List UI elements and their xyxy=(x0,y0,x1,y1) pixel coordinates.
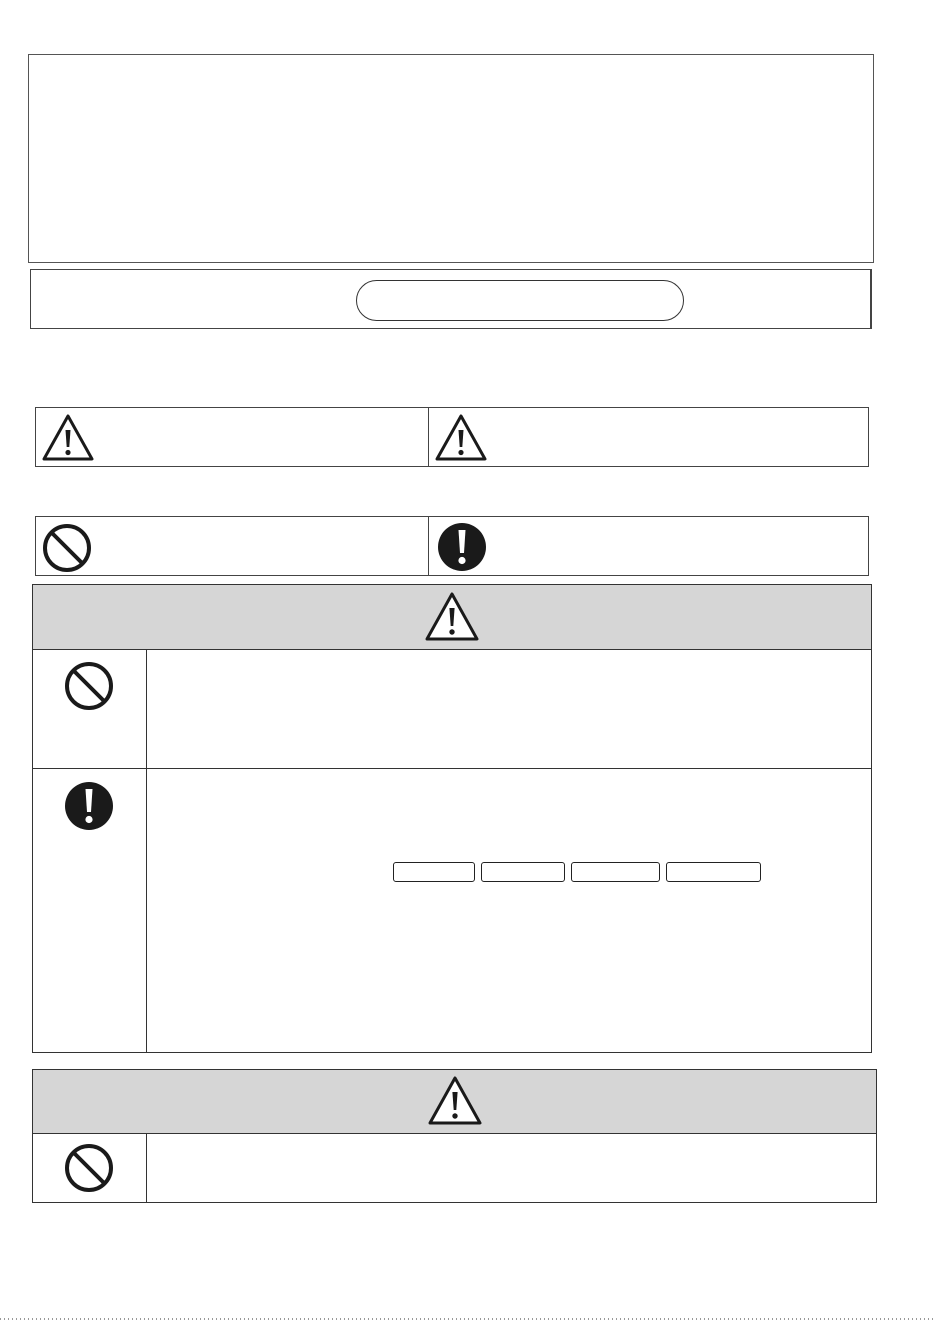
prohibition-circle-icon xyxy=(63,660,115,712)
warning-mandatory-row xyxy=(33,768,871,1053)
legend-row-hazard xyxy=(35,407,869,467)
key-4 xyxy=(666,862,761,882)
key-1 xyxy=(393,862,475,882)
caution-header xyxy=(33,1070,876,1134)
intro-box xyxy=(28,54,874,263)
caution-prohibition-row xyxy=(33,1133,876,1202)
title-pill xyxy=(356,280,684,321)
mandatory-exclamation-icon xyxy=(63,780,115,832)
icon-column xyxy=(33,649,147,768)
warning-triangle-icon xyxy=(424,591,480,643)
warning-triangle-icon xyxy=(434,413,488,463)
key-2 xyxy=(481,862,565,882)
legend-row-action xyxy=(35,516,869,576)
legend-warning xyxy=(36,408,429,466)
legend-caution xyxy=(428,408,868,466)
icon-column xyxy=(33,1133,147,1202)
page-edge-divider xyxy=(0,1318,933,1320)
key-sequence xyxy=(393,862,763,882)
prohibition-circle-icon xyxy=(41,522,93,574)
legend-mandatory xyxy=(428,517,868,575)
warning-triangle-icon xyxy=(427,1075,483,1127)
legend-prohibited xyxy=(36,517,429,575)
icon-column xyxy=(33,769,147,1053)
key-3 xyxy=(571,862,660,882)
caution-section xyxy=(32,1069,877,1203)
warning-prohibition-row xyxy=(33,649,871,768)
warning-header xyxy=(33,585,871,650)
warning-section xyxy=(32,584,872,1053)
warning-triangle-icon xyxy=(41,413,95,463)
prohibition-circle-icon xyxy=(63,1142,115,1194)
mandatory-exclamation-icon xyxy=(436,521,488,573)
